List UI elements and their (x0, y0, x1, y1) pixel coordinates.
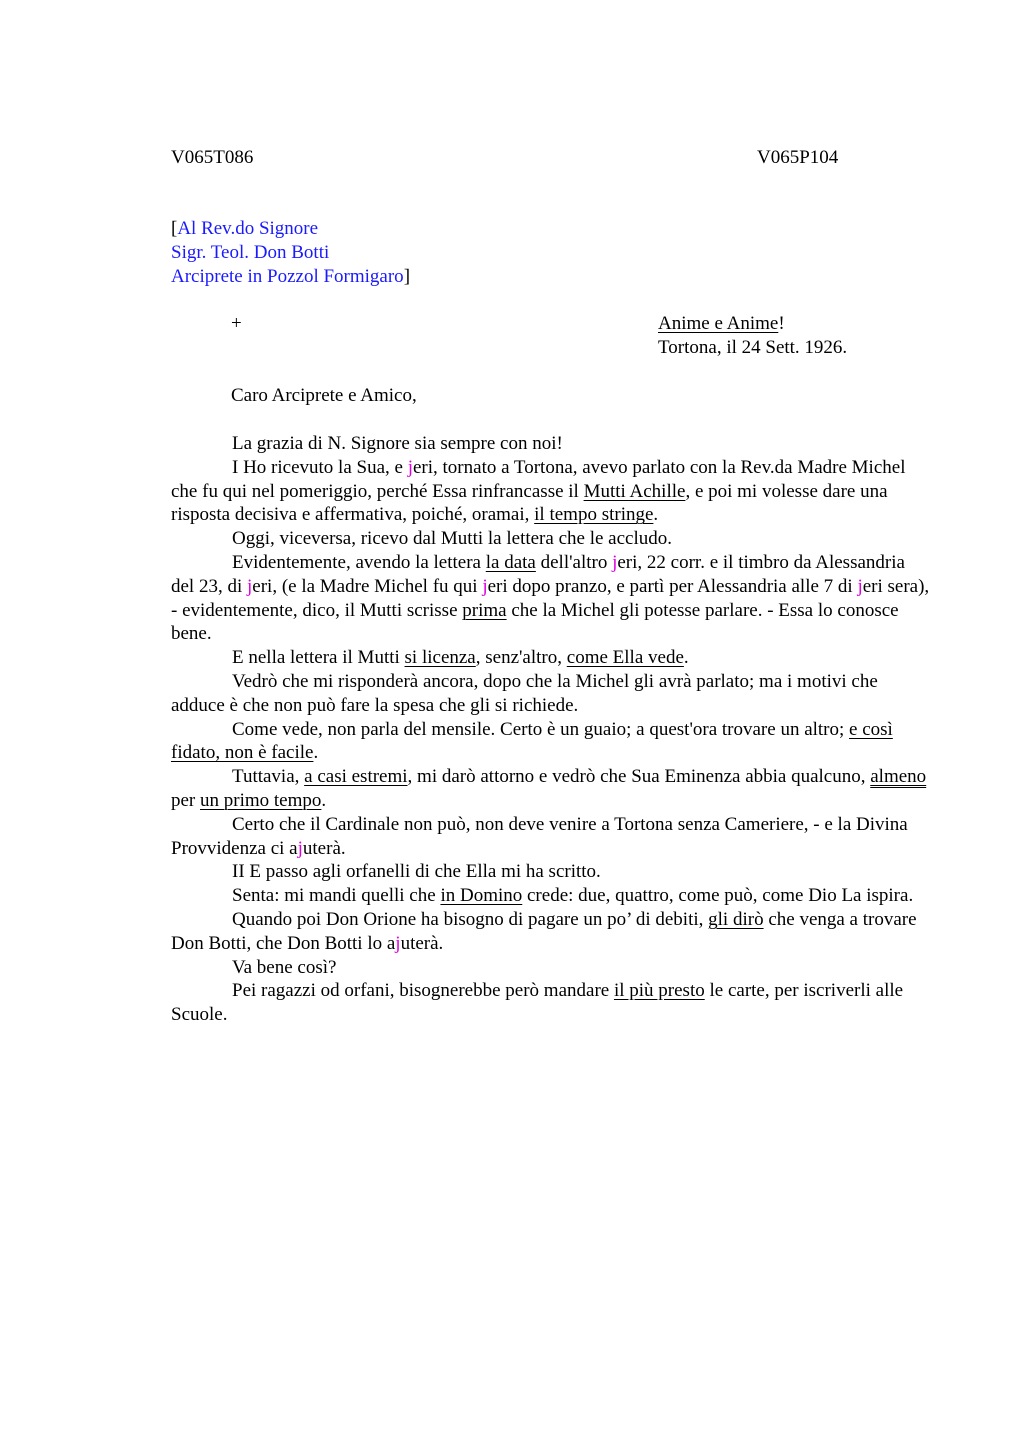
motto-mark: ! (778, 313, 785, 334)
paragraph-9: II E passo agli orfanelli di che Ella mi ha scritto. (232, 861, 601, 883)
double-underlined-phrase: almeno (870, 766, 927, 788)
paragraph-13 (171, 979, 931, 1027)
paragraph-4 (171, 646, 931, 670)
paragraph-12: Va bene così? (232, 956, 337, 978)
text-run: . (321, 789, 327, 811)
underlined-phrase: Mutti Achille (583, 480, 686, 502)
address-line-3 (171, 265, 410, 289)
text-run: uterà. (302, 837, 346, 859)
text-run: uterà. (400, 932, 444, 954)
underlined-phrase: come Ella vede (566, 647, 684, 669)
paragraph-6 (171, 718, 931, 766)
letter-body (171, 432, 931, 1027)
highlighted-j: j (857, 575, 863, 597)
salutation: Caro Arciprete e Amico, (231, 385, 417, 406)
underlined-phrase: il tempo stringe (534, 504, 654, 526)
address-place: Arciprete in Pozzol Formigaro (171, 266, 404, 287)
text-run: eri, (e la Madre Michel fu qui (252, 575, 483, 597)
motto-text: Anime e Anime (658, 313, 779, 334)
paragraph-7 (171, 765, 931, 813)
paragraph-1 (171, 456, 931, 527)
text-run: che venga a trovare Don Botti, che Don Botti lo a (171, 908, 917, 954)
highlighted-j: j (407, 456, 413, 478)
underlined-phrase: si licenza (404, 647, 476, 669)
archive-code-right: V065P104 (757, 147, 839, 168)
text-run: dell'altro (535, 551, 613, 573)
address-recipient: Al Rev.do Signore (177, 218, 319, 239)
underlined-phrase: un primo tempo (200, 789, 322, 811)
text-run: , mi darò attorno e vedrò che Sua Eminenza abbia qualcuno, (407, 766, 871, 788)
address-close-bracket: ] (403, 266, 411, 287)
text-run: le carte, per iscriverli alle Scuole. (171, 980, 904, 1026)
cross-mark: + (231, 313, 242, 334)
highlighted-j: j (482, 575, 488, 597)
recipient-address (171, 217, 410, 289)
text-run: . (683, 647, 689, 669)
motto (658, 312, 847, 336)
text-run: Certo che il Cardinale non può, non deve venire a Tortona senza Cameriere, - e la Divina Provvidenza ci a (171, 813, 908, 859)
text-run: eri, tornato a Tortona, avevo parlato con la Rev.da Madre Michel che fu qui nel pomeriggio, perché Essa rinfrancasse il (171, 456, 906, 502)
highlighted-j: j (247, 575, 253, 597)
text-run: Come vede, non parla del mensile. Certo è un guaio; a quest'ora trovare un altro; (232, 718, 850, 740)
underlined-phrase: la data (485, 551, 536, 573)
text-run: . (653, 504, 659, 526)
paragraph-5: Vedrò che mi risponderà ancora, dopo che la Michel gli avrà parlato; ma i motivi che adduce è che non può fare la spesa che gli si richiede. (171, 670, 878, 716)
underlined-phrase: a casi estremi (304, 766, 408, 788)
text-run: Senta: mi mandi quelli che (232, 885, 441, 907)
underlined-phrase: e così fidato, non è facile (171, 718, 893, 764)
dateline: Tortona, il 24 Sett. 1926. (658, 337, 848, 358)
text-run: Pei ragazzi od orfani, bisognerebbe però mandare (232, 980, 614, 1002)
address-line-1 (171, 217, 410, 241)
text-run: eri sera), - evidentemente, dico, il Mutti scrisse (171, 575, 930, 621)
highlighted-j: j (612, 551, 618, 573)
text-run: Quando poi Don Orione ha bisogno di pagare un po’ di debiti, (232, 908, 709, 930)
text-run: per (171, 789, 201, 811)
text-run: . (313, 742, 319, 764)
text-run: I Ho ricevuto la Sua, e (232, 456, 408, 478)
highlighted-j: j (297, 837, 303, 859)
greeting-paragraph: La grazia di N. Signore sia sempre con noi! (232, 433, 563, 454)
text-run: crede: due, quattro, come può, come Dio La ispira. (522, 885, 914, 907)
archive-code-left: V065T086 (171, 147, 254, 168)
address-open-bracket: [ (171, 218, 178, 239)
underlined-phrase: prima (462, 599, 507, 621)
underlined-phrase: gli dirò (708, 908, 764, 930)
address-line-2: Sigr. Teol. Don Botti (171, 242, 330, 263)
underlined-phrase: in Domino (440, 885, 523, 907)
highlighted-j: j (395, 932, 401, 954)
text-run: eri dopo pranzo, e partì per Alessandria alle 7 di (487, 575, 858, 597)
paragraph-8 (171, 813, 931, 861)
text-run: , senz'altro, (475, 647, 567, 669)
text-run: eri, 22 corr. e il timbro da Alessandria del 23, di (171, 551, 905, 597)
text-run: che la Michel gli potesse parlare. - Essa lo conosce bene. (171, 599, 899, 645)
underlined-phrase: il più presto (613, 980, 705, 1002)
paragraph-3 (171, 551, 931, 646)
text-run: Tuttavia, (232, 766, 305, 788)
text-run: Evidentemente, avendo la lettera (232, 551, 486, 573)
paragraph-2: Oggi, viceversa, ricevo dal Mutti la lettera che le accludo. (232, 528, 672, 550)
text-run: , e poi mi volesse dare una risposta decisiva e affermativa, poiché, oramai, (171, 480, 888, 526)
paragraph-10 (171, 884, 931, 908)
paragraph-11 (171, 908, 931, 956)
motto-dateline (658, 312, 847, 360)
text-run: E nella lettera il Mutti (232, 647, 405, 669)
